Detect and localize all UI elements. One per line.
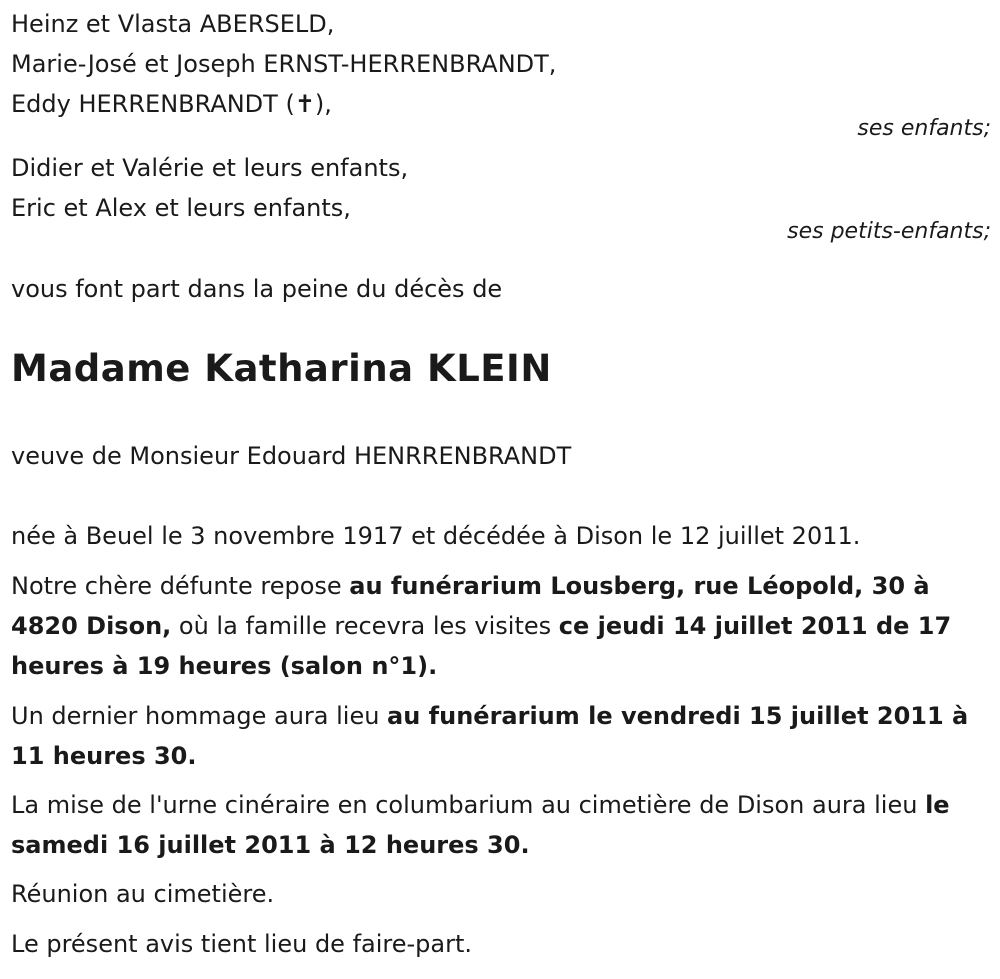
visit-time: ce jeudi 14 juillet 2011 de 17 heures à 19 heures (salon n°1).: [11, 612, 952, 680]
urn-paragraph: [11, 785, 986, 865]
widow-of-text: veuve de Monsieur Edouard HENRRENBRANDT: [11, 442, 572, 470]
notice-text: Le présent avis tient lieu de faire-part.: [11, 930, 473, 958]
urn-time: le samedi 16 juillet 2011 à 12 heures 30.: [11, 791, 950, 859]
repose-location: au funérarium Lousberg, rue Léopold, 30 à 4820 Dison,: [11, 572, 930, 640]
urn-text: La mise de l'urne cinéraire en columbarium au cimetière de Dison aura lieu: [11, 791, 926, 819]
grandchild-line: Eric et Alex et leurs enfants,: [11, 194, 351, 222]
tribute-text: Un dernier hommage aura lieu: [11, 702, 388, 730]
tribute-paragraph: [11, 696, 986, 776]
children-block: [11, 4, 991, 124]
child-line: Heinz et Vlasta ABERSELD,: [11, 10, 335, 38]
repose-text: Notre chère défunte repose: [11, 572, 350, 600]
children-label: ses enfants;: [857, 116, 991, 141]
repose-paragraph: [11, 566, 986, 686]
child-line: Marie-José et Joseph ERNST-HERRENBRANDT,: [11, 50, 557, 78]
tribute-time: au funérarium le vendredi 15 juillet 2011 à 11 heures 30.: [11, 702, 969, 770]
repose-text: où la famille recevra les visites: [171, 612, 559, 640]
birth-death-text: née à Beuel le 3 novembre 1917 et décédée à Dison le 12 juillet 2011.: [11, 522, 861, 550]
meeting-text: Réunion au cimetière.: [11, 880, 275, 908]
grandchildren-label: ses petits-enfants;: [787, 219, 991, 244]
announcement-text: vous font part dans la peine du décès de: [11, 275, 503, 303]
child-line: Eddy HERRENBRANDT (✝),: [11, 90, 332, 118]
grandchild-line: Didier et Valérie et leurs enfants,: [11, 154, 409, 182]
grandchildren-block: [11, 148, 991, 228]
deceased-name: Madame Katharina KLEIN: [11, 347, 552, 390]
